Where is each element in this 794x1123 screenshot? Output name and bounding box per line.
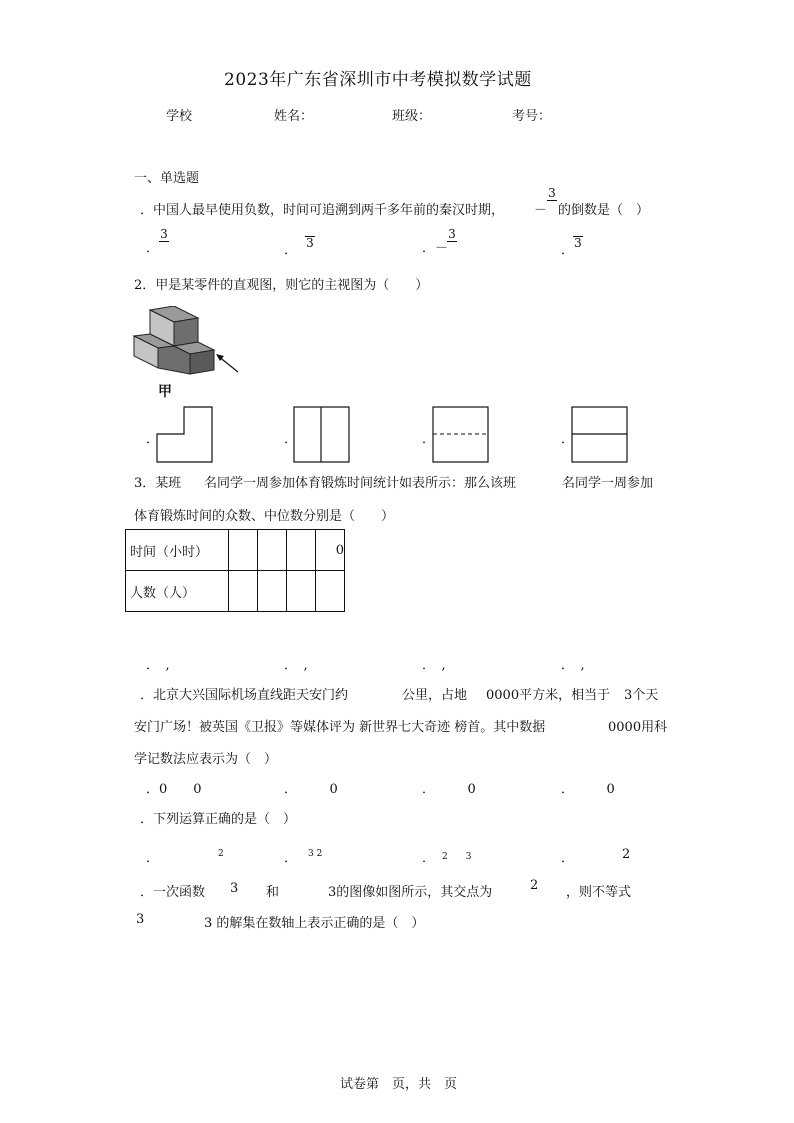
q6-line1-d: 3的图像如图所示，其交点为 <box>328 885 493 900</box>
class-label: 班级： <box>392 109 432 124</box>
q2-option-d-dot: ． <box>561 432 575 447</box>
q4-line1-c: 0000平方米，相当于 <box>486 688 611 703</box>
q4-option-d[interactable]: ． 0 <box>561 782 615 797</box>
q4-option-a[interactable]: ．0 0 <box>146 782 202 797</box>
q1-option-b-dot: ． <box>284 243 298 258</box>
q5-option-c[interactable]: ． <box>422 851 436 866</box>
q6-line2-a: 3 <box>136 912 145 927</box>
q6-line1-c: 和 <box>266 885 280 900</box>
q1-option-b[interactable] <box>304 236 316 250</box>
q1-option-a-dot: ． <box>146 241 160 256</box>
q3-line2: 体育锻炼时间的众数、中位数分别是（ ） <box>134 509 395 524</box>
q3-stat-table <box>125 529 345 612</box>
q1-option-c-num: 3 <box>448 227 456 241</box>
q3-line1-a: 3．某班 <box>134 476 182 491</box>
q1-option-a[interactable] <box>158 228 170 242</box>
q2-option-d[interactable] <box>571 406 629 464</box>
q5-option-d[interactable]: ． <box>561 851 575 866</box>
q1-option-c[interactable] <box>446 228 458 242</box>
page-title: 2023年广东省深圳市中考模拟数学试题 <box>224 70 532 90</box>
section-heading: 一、单选题 <box>134 171 200 186</box>
q5-option-a-sup: 2 <box>218 849 224 859</box>
q4-option-b[interactable]: ． 0 <box>284 782 338 797</box>
q3-option-c[interactable]: ． , <box>422 658 446 673</box>
q1-option-b-den: 3 <box>306 236 314 250</box>
q1-option-d-dot: ． <box>561 243 575 258</box>
q5-option-d-sup: 2 <box>622 847 631 862</box>
q5-option-b[interactable]: ． <box>284 851 298 866</box>
table-row <box>126 571 345 612</box>
q4-line1-b: 公里，占地 <box>402 688 468 703</box>
q1-minus: － <box>534 203 548 218</box>
q1-text-b: 的倒数是（ ） <box>558 203 650 218</box>
q4-line2-b: 0000用科 <box>608 720 668 735</box>
q1-option-d-den: 3 <box>574 236 582 250</box>
q3-option-a[interactable]: ． , <box>146 658 170 673</box>
q6-line1-a: ．一次函数 <box>140 885 206 900</box>
q4-line1-a: ．北京大兴国际机场直线距天安门约 <box>140 688 349 703</box>
q1-option-c-dot: ．－ <box>422 241 449 256</box>
q3-option-d[interactable]: ． , <box>561 658 585 673</box>
q4-option-c[interactable]: ． 0 <box>422 782 476 797</box>
q6-line1-e: 2 <box>530 878 539 893</box>
q3-option-b[interactable]: ． , <box>284 658 308 673</box>
q1-text-a: ．中国人最早使用负数，时间可追溯到两千多年前的秦汉时期， <box>140 203 505 218</box>
q2-option-c[interactable] <box>432 406 490 464</box>
q4-line3: 学记数法应表示为（ ） <box>134 752 278 767</box>
q1-option-a-num: 3 <box>160 227 168 241</box>
q2-figure-label: 甲 <box>158 384 172 400</box>
q2-option-a-dot: ． <box>146 432 160 447</box>
q5-option-c-sup: 2 3 <box>442 852 472 862</box>
q2-option-a[interactable] <box>156 406 214 464</box>
q3-table-row1-head: 时间（小时） <box>126 530 229 571</box>
q2-option-c-dot: ． <box>422 432 436 447</box>
q5-option-b-sup: 3 2 <box>308 849 323 859</box>
q1-frac-num: 3 <box>548 186 556 200</box>
q6-line1-b: 3 <box>230 881 239 896</box>
page-footer: 试卷第 页，共 页 <box>340 1077 458 1092</box>
q4-line2-a: 安门广场！被英国《卫报》等媒体评为 新世界七大奇迹 榜首。其中数据 <box>134 720 546 735</box>
name-label: 姓名： <box>274 109 314 124</box>
exam-no-label: 考号： <box>512 109 552 124</box>
q2-option-b-dot: ． <box>284 432 298 447</box>
q3-line1-c: 名同学一周参加 <box>562 476 654 491</box>
q1-option-d[interactable] <box>572 236 584 250</box>
q2-option-b[interactable] <box>293 406 351 464</box>
q1-option-a-bar <box>159 241 169 242</box>
q1-fraction <box>546 187 558 214</box>
q2-text: 2．甲是某零件的直观图，则它的主视图为（ ） <box>134 278 429 293</box>
q5-text: ．下列运算正确的是（ ） <box>140 812 297 827</box>
q6-line2-b: 3 的解集在数轴上表示正确的是（ ） <box>204 916 425 931</box>
table-row <box>126 530 345 571</box>
q2-part-figure <box>130 306 242 376</box>
q1-option-c-bar <box>447 241 457 242</box>
q3-table-row1-last: 0 <box>316 530 345 571</box>
q3-table-row2-head: 人数（人） <box>126 571 229 612</box>
q5-option-a[interactable]: ． <box>146 851 160 866</box>
q3-line1-b: 名同学一周参加体育锻炼时间统计如表所示：那么该班 <box>204 476 517 491</box>
school-label: 学校 <box>166 109 193 124</box>
q4-line1-d: 3个天 <box>624 688 659 703</box>
q6-line1-f: ，则不等式 <box>566 885 632 900</box>
